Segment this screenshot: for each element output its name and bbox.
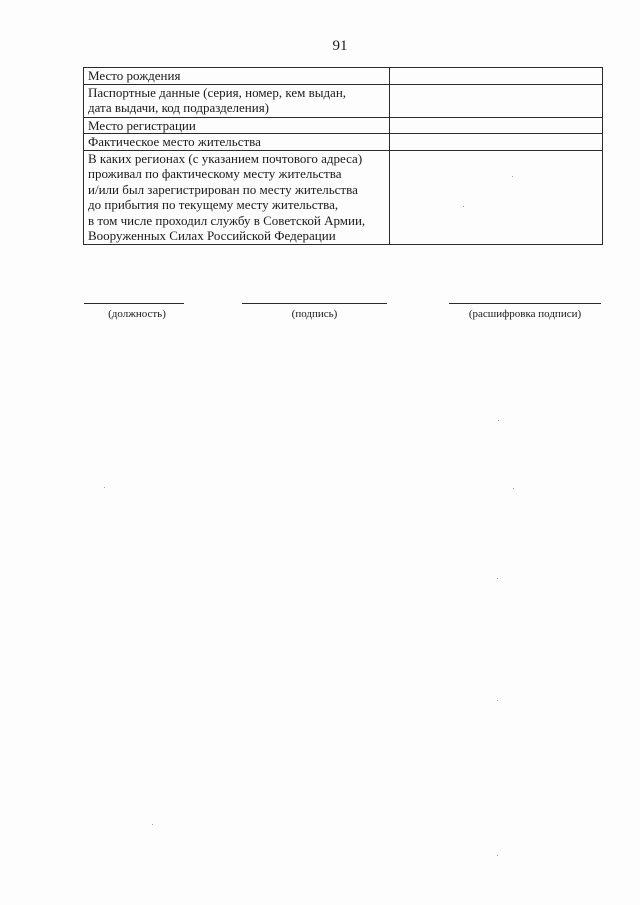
label-line: проживал по фактическому месту жительства — [88, 166, 342, 181]
signature-block — [242, 303, 387, 320]
label-line: Фактическое место жительства — [88, 134, 261, 149]
table-row-regions — [84, 150, 603, 244]
label-line: и/или был зарегистрирован по месту жительства — [88, 181, 358, 197]
row-label-regions — [84, 150, 390, 244]
label-line: Место рождения — [88, 68, 181, 83]
scan-speck — [512, 176, 513, 177]
row-value-residence — [390, 134, 603, 151]
table-row-passport — [84, 84, 603, 117]
signature-transcript-line — [449, 303, 601, 304]
scan-speck — [498, 420, 499, 421]
row-label-passport — [84, 84, 390, 117]
row-value-registration — [390, 117, 603, 134]
signature-position-block — [84, 303, 184, 320]
scan-speck — [463, 206, 464, 207]
row-value-regions — [390, 150, 603, 244]
signature-line — [242, 303, 387, 304]
signature-position-line — [84, 303, 184, 304]
table-row-residence — [84, 134, 603, 151]
label-line: до прибытия по текущему месту жительства, — [88, 197, 339, 212]
table-row-registration — [84, 117, 603, 134]
label-line: В каких регионах (с указанием почтового адреса) — [88, 150, 363, 166]
scan-speck — [497, 855, 498, 856]
label-line: Место регистрации — [88, 117, 196, 133]
scan-speck — [104, 487, 105, 488]
scan-speck — [497, 578, 498, 579]
personal-data-table — [83, 67, 603, 245]
label-line: Вооруженных Силах Российской Федерации — [88, 228, 336, 243]
scan-speck — [497, 700, 498, 701]
row-label-residence — [84, 134, 390, 151]
row-value-birthplace — [390, 68, 603, 85]
signature-caption: (подпись) — [291, 308, 338, 320]
page-number: 91 — [332, 38, 348, 54]
scan-speck — [152, 824, 153, 825]
row-label-birthplace — [84, 68, 390, 85]
signature-transcript-block — [449, 303, 601, 320]
scan-speck — [513, 488, 514, 489]
signature-transcript-caption: (расшифровка подписи) — [468, 308, 582, 320]
label-line: дата выдачи, код подразделения) — [88, 100, 270, 115]
row-label-registration — [84, 117, 390, 134]
table-row-birthplace — [84, 68, 603, 85]
signature-position-caption: (должность) — [108, 308, 166, 320]
label-line: в том числе проходил службу в Советской Армии, — [88, 212, 366, 228]
label-line: Паспортные данные (серия, номер, кем выдан, — [88, 84, 347, 100]
row-value-passport — [390, 84, 603, 117]
